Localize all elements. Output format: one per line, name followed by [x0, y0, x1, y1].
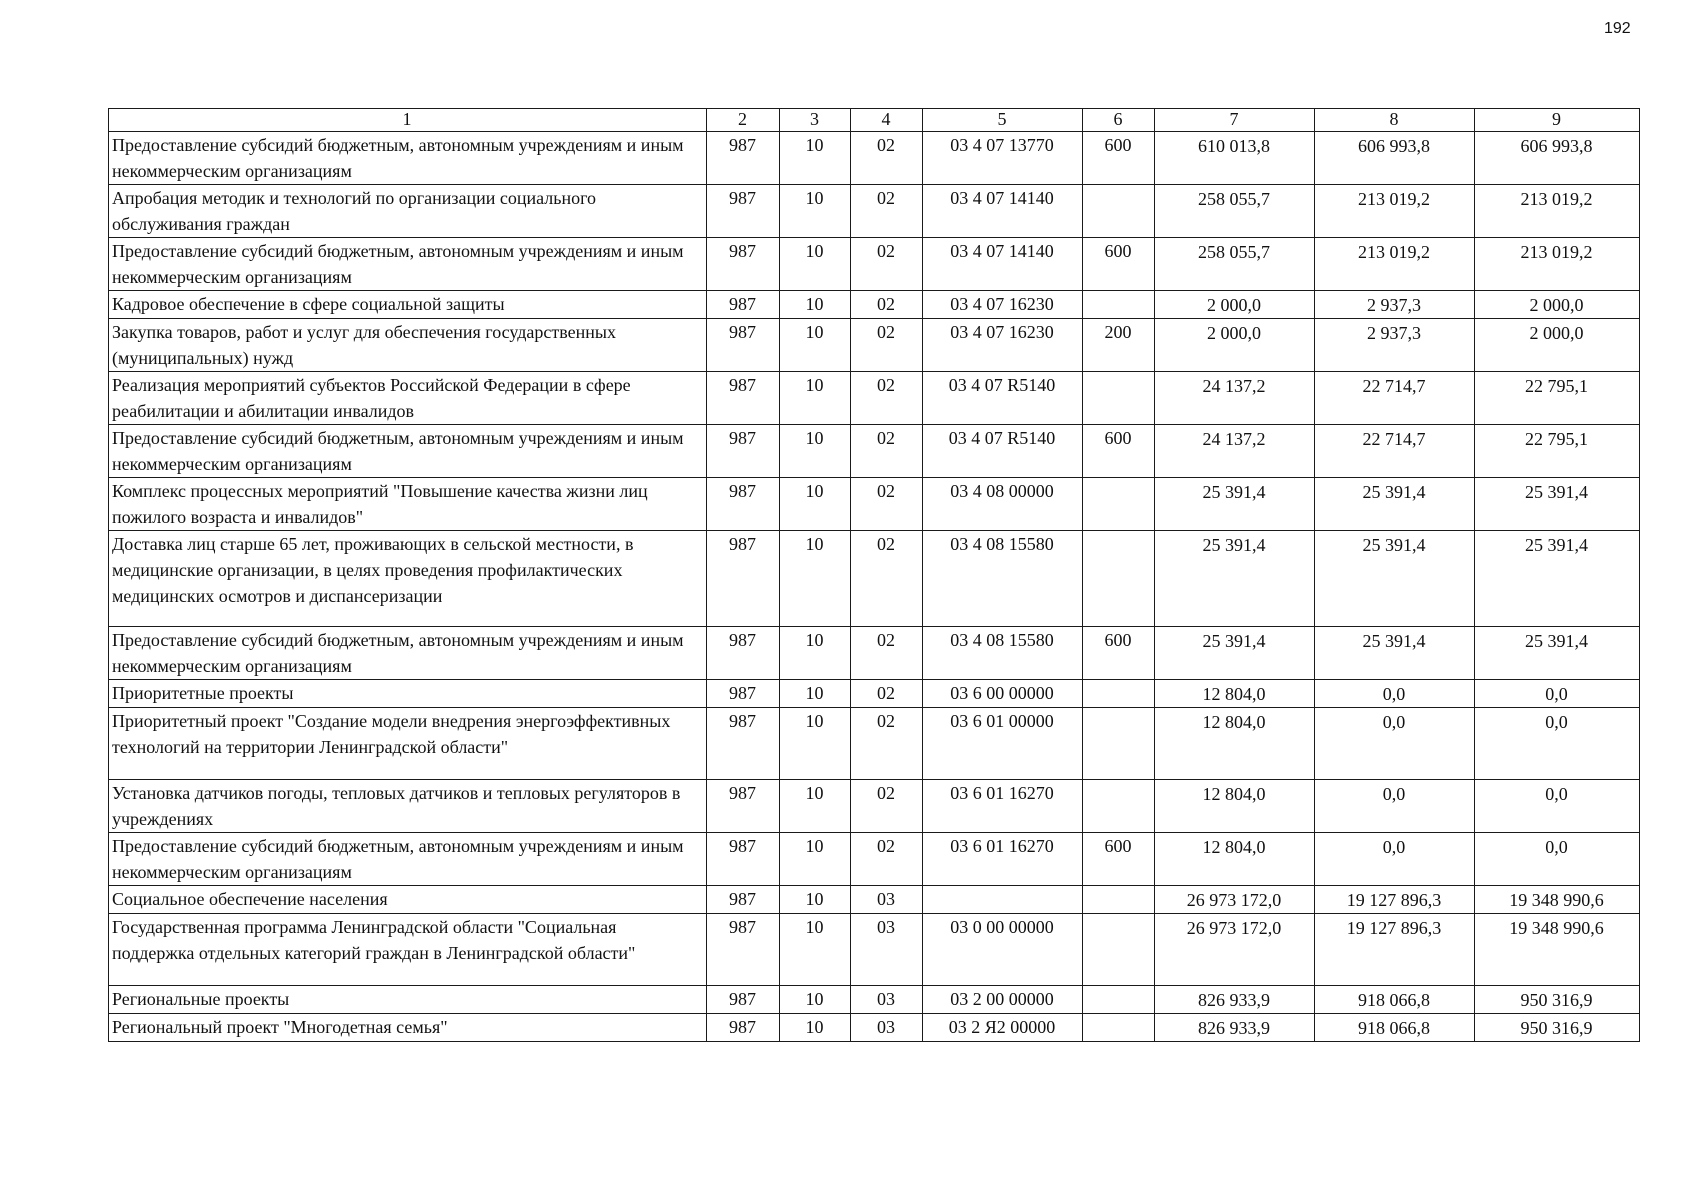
expense-type-code: 200 — [1083, 319, 1155, 372]
section-code: 10 — [780, 478, 851, 531]
amount-col-8: 918 066,8 — [1315, 986, 1475, 1014]
ministry-code: 987 — [707, 1014, 780, 1042]
target-article-code: 03 0 00 00000 — [923, 914, 1083, 986]
column-header-3: 3 — [780, 109, 851, 132]
section-code: 10 — [780, 627, 851, 680]
row-name: Предоставление субсидий бюджетным, автономным учреждениям и иным некоммерческим организациям — [109, 627, 707, 680]
amount-col-9: 22 795,1 — [1475, 372, 1640, 425]
ministry-code: 987 — [707, 531, 780, 627]
table-row — [109, 238, 1640, 291]
expense-type-code: 600 — [1083, 238, 1155, 291]
row-name: Приоритетные проекты — [109, 680, 707, 708]
subsection-code: 02 — [851, 291, 923, 319]
amount-col-9: 950 316,9 — [1475, 1014, 1640, 1042]
row-name: Предоставление субсидий бюджетным, автономным учреждениям и иным некоммерческим организациям — [109, 833, 707, 886]
subsection-code: 02 — [851, 185, 923, 238]
target-article-code: 03 4 07 R5140 — [923, 425, 1083, 478]
amount-col-7: 2 000,0 — [1155, 291, 1315, 319]
table-row — [109, 425, 1640, 478]
ministry-code: 987 — [707, 185, 780, 238]
row-name: Закупка товаров, работ и услуг для обеспечения государственных (муниципальных) нужд — [109, 319, 707, 372]
amount-col-8: 0,0 — [1315, 680, 1475, 708]
ministry-code: 987 — [707, 478, 780, 531]
section-code: 10 — [780, 238, 851, 291]
section-code: 10 — [780, 680, 851, 708]
amount-col-9: 25 391,4 — [1475, 627, 1640, 680]
amount-col-8: 19 127 896,3 — [1315, 914, 1475, 986]
amount-col-8: 0,0 — [1315, 708, 1475, 780]
amount-col-8: 2 937,3 — [1315, 291, 1475, 319]
row-name: Доставка лиц старше 65 лет, проживающих в сельской местности, в медицинские организации, в целях проведения профилактических медицинских осмотров и диспансеризации — [109, 531, 707, 627]
amount-col-8: 0,0 — [1315, 780, 1475, 833]
column-header-4: 4 — [851, 109, 923, 132]
amount-col-8: 25 391,4 — [1315, 531, 1475, 627]
subsection-code: 02 — [851, 780, 923, 833]
amount-col-7: 610 013,8 — [1155, 132, 1315, 185]
table-row — [109, 680, 1640, 708]
ministry-code: 987 — [707, 986, 780, 1014]
target-article-code: 03 6 01 16270 — [923, 780, 1083, 833]
amount-col-8: 213 019,2 — [1315, 238, 1475, 291]
amount-col-9: 22 795,1 — [1475, 425, 1640, 478]
ministry-code: 987 — [707, 132, 780, 185]
amount-col-8: 22 714,7 — [1315, 425, 1475, 478]
amount-col-7: 25 391,4 — [1155, 478, 1315, 531]
target-article-code — [923, 886, 1083, 914]
target-article-code: 03 6 01 00000 — [923, 708, 1083, 780]
ministry-code: 987 — [707, 425, 780, 478]
section-code: 10 — [780, 531, 851, 627]
amount-col-7: 12 804,0 — [1155, 708, 1315, 780]
target-article-code: 03 4 08 00000 — [923, 478, 1083, 531]
ministry-code: 987 — [707, 780, 780, 833]
amount-col-8: 19 127 896,3 — [1315, 886, 1475, 914]
table-row — [109, 372, 1640, 425]
table-row — [109, 1014, 1640, 1042]
row-name: Установка датчиков погоды, тепловых датчиков и тепловых регуляторов в учреждениях — [109, 780, 707, 833]
target-article-code: 03 4 08 15580 — [923, 531, 1083, 627]
table-row — [109, 627, 1640, 680]
subsection-code: 02 — [851, 372, 923, 425]
expense-type-code: 600 — [1083, 132, 1155, 185]
amount-col-7: 826 933,9 — [1155, 1014, 1315, 1042]
row-name: Реализация мероприятий субъектов Российской Федерации в сфере реабилитации и абилитации инвалидов — [109, 372, 707, 425]
expense-type-code — [1083, 478, 1155, 531]
target-article-code: 03 4 07 14140 — [923, 238, 1083, 291]
subsection-code: 02 — [851, 708, 923, 780]
table-row — [109, 986, 1640, 1014]
expense-type-code — [1083, 680, 1155, 708]
amount-col-9: 2 000,0 — [1475, 291, 1640, 319]
section-code: 10 — [780, 914, 851, 986]
amount-col-9: 19 348 990,6 — [1475, 886, 1640, 914]
amount-col-7: 26 973 172,0 — [1155, 886, 1315, 914]
column-header-5: 5 — [923, 109, 1083, 132]
header-row — [109, 109, 1640, 132]
amount-col-9: 0,0 — [1475, 680, 1640, 708]
row-name: Региональный проект "Многодетная семья" — [109, 1014, 707, 1042]
row-name: Предоставление субсидий бюджетным, автономным учреждениям и иным некоммерческим организациям — [109, 425, 707, 478]
column-header-1: 1 — [109, 109, 707, 132]
amount-col-7: 25 391,4 — [1155, 627, 1315, 680]
subsection-code: 03 — [851, 1014, 923, 1042]
section-code: 10 — [780, 132, 851, 185]
row-name: Государственная программа Ленинградской области "Социальная поддержка отдельных категорий граждан в Ленинградской области" — [109, 914, 707, 986]
column-header-8: 8 — [1315, 109, 1475, 132]
target-article-code: 03 2 Я2 00000 — [923, 1014, 1083, 1042]
subsection-code: 02 — [851, 132, 923, 185]
section-code: 10 — [780, 780, 851, 833]
amount-col-8: 25 391,4 — [1315, 627, 1475, 680]
expense-type-code: 600 — [1083, 833, 1155, 886]
target-article-code: 03 2 00 00000 — [923, 986, 1083, 1014]
amount-col-9: 19 348 990,6 — [1475, 914, 1640, 986]
expense-type-code — [1083, 372, 1155, 425]
amount-col-8: 606 993,8 — [1315, 132, 1475, 185]
column-header-7: 7 — [1155, 109, 1315, 132]
target-article-code: 03 4 07 13770 — [923, 132, 1083, 185]
section-code: 10 — [780, 886, 851, 914]
section-code: 10 — [780, 986, 851, 1014]
expense-type-code — [1083, 291, 1155, 319]
expense-type-code — [1083, 986, 1155, 1014]
ministry-code: 987 — [707, 319, 780, 372]
expense-type-code: 600 — [1083, 627, 1155, 680]
amount-col-7: 258 055,7 — [1155, 185, 1315, 238]
subsection-code: 03 — [851, 914, 923, 986]
expense-type-code — [1083, 780, 1155, 833]
table-row — [109, 886, 1640, 914]
amount-col-9: 213 019,2 — [1475, 238, 1640, 291]
table-body — [109, 109, 1640, 1042]
expense-type-code — [1083, 185, 1155, 238]
target-article-code: 03 4 07 14140 — [923, 185, 1083, 238]
ministry-code: 987 — [707, 238, 780, 291]
section-code: 10 — [780, 319, 851, 372]
expense-type-code — [1083, 886, 1155, 914]
table-row — [109, 319, 1640, 372]
table-row — [109, 478, 1640, 531]
table-row — [109, 708, 1640, 780]
ministry-code: 987 — [707, 833, 780, 886]
row-name: Апробация методик и технологий по организации социального обслуживания граждан — [109, 185, 707, 238]
expense-type-code: 600 — [1083, 425, 1155, 478]
section-code: 10 — [780, 425, 851, 478]
table-row — [109, 132, 1640, 185]
ministry-code: 987 — [707, 708, 780, 780]
amount-col-8: 25 391,4 — [1315, 478, 1475, 531]
row-name: Комплекс процессных мероприятий "Повышение качества жизни лиц пожилого возраста и инвалидов" — [109, 478, 707, 531]
table-row — [109, 914, 1640, 986]
amount-col-9: 950 316,9 — [1475, 986, 1640, 1014]
amount-col-7: 826 933,9 — [1155, 986, 1315, 1014]
amount-col-7: 12 804,0 — [1155, 780, 1315, 833]
expense-type-code — [1083, 914, 1155, 986]
amount-col-9: 0,0 — [1475, 833, 1640, 886]
table-row — [109, 291, 1640, 319]
amount-col-9: 0,0 — [1475, 708, 1640, 780]
amount-col-7: 24 137,2 — [1155, 372, 1315, 425]
subsection-code: 02 — [851, 425, 923, 478]
row-name: Социальное обеспечение населения — [109, 886, 707, 914]
table-row — [109, 833, 1640, 886]
subsection-code: 02 — [851, 238, 923, 291]
target-article-code: 03 4 08 15580 — [923, 627, 1083, 680]
budget-table — [108, 108, 1640, 1042]
amount-col-8: 0,0 — [1315, 833, 1475, 886]
subsection-code: 03 — [851, 986, 923, 1014]
amount-col-9: 606 993,8 — [1475, 132, 1640, 185]
page-number: 192 — [1604, 20, 1631, 37]
target-article-code: 03 4 07 16230 — [923, 291, 1083, 319]
amount-col-8: 2 937,3 — [1315, 319, 1475, 372]
ministry-code: 987 — [707, 627, 780, 680]
amount-col-9: 213 019,2 — [1475, 185, 1640, 238]
amount-col-7: 24 137,2 — [1155, 425, 1315, 478]
ministry-code: 987 — [707, 914, 780, 986]
expense-type-code — [1083, 1014, 1155, 1042]
section-code: 10 — [780, 1014, 851, 1042]
column-header-6: 6 — [1083, 109, 1155, 132]
ministry-code: 987 — [707, 291, 780, 319]
amount-col-7: 2 000,0 — [1155, 319, 1315, 372]
target-article-code: 03 6 00 00000 — [923, 680, 1083, 708]
amount-col-8: 918 066,8 — [1315, 1014, 1475, 1042]
amount-col-9: 0,0 — [1475, 780, 1640, 833]
subsection-code: 02 — [851, 478, 923, 531]
subsection-code: 02 — [851, 680, 923, 708]
ministry-code: 987 — [707, 680, 780, 708]
amount-col-8: 213 019,2 — [1315, 185, 1475, 238]
ministry-code: 987 — [707, 372, 780, 425]
amount-col-8: 22 714,7 — [1315, 372, 1475, 425]
target-article-code: 03 6 01 16270 — [923, 833, 1083, 886]
row-name: Региональные проекты — [109, 986, 707, 1014]
subsection-code: 02 — [851, 531, 923, 627]
row-name: Предоставление субсидий бюджетным, автономным учреждениям и иным некоммерческим организациям — [109, 132, 707, 185]
target-article-code: 03 4 07 R5140 — [923, 372, 1083, 425]
amount-col-7: 12 804,0 — [1155, 680, 1315, 708]
amount-col-9: 25 391,4 — [1475, 531, 1640, 627]
table-row — [109, 780, 1640, 833]
amount-col-7: 26 973 172,0 — [1155, 914, 1315, 986]
expense-type-code — [1083, 708, 1155, 780]
amount-col-7: 12 804,0 — [1155, 833, 1315, 886]
amount-col-7: 25 391,4 — [1155, 531, 1315, 627]
subsection-code: 03 — [851, 886, 923, 914]
amount-col-9: 2 000,0 — [1475, 319, 1640, 372]
section-code: 10 — [780, 833, 851, 886]
section-code: 10 — [780, 291, 851, 319]
section-code: 10 — [780, 372, 851, 425]
ministry-code: 987 — [707, 886, 780, 914]
column-header-2: 2 — [707, 109, 780, 132]
section-code: 10 — [780, 708, 851, 780]
subsection-code: 02 — [851, 319, 923, 372]
section-code: 10 — [780, 185, 851, 238]
expense-type-code — [1083, 531, 1155, 627]
subsection-code: 02 — [851, 833, 923, 886]
row-name: Кадровое обеспечение в сфере социальной защиты — [109, 291, 707, 319]
row-name: Предоставление субсидий бюджетным, автономным учреждениям и иным некоммерческим организациям — [109, 238, 707, 291]
row-name: Приоритетный проект "Создание модели внедрения энергоэффективных технологий на территории Ленинградской области" — [109, 708, 707, 780]
column-header-9: 9 — [1475, 109, 1640, 132]
subsection-code: 02 — [851, 627, 923, 680]
table-row — [109, 531, 1640, 627]
target-article-code: 03 4 07 16230 — [923, 319, 1083, 372]
amount-col-7: 258 055,7 — [1155, 238, 1315, 291]
amount-col-9: 25 391,4 — [1475, 478, 1640, 531]
table-row — [109, 185, 1640, 238]
